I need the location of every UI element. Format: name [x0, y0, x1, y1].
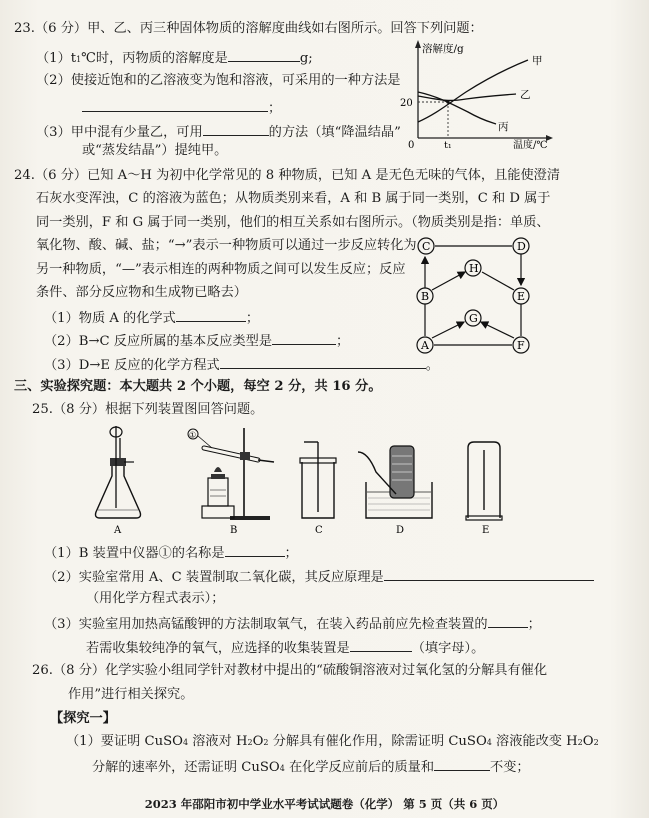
svg-text:B: B — [230, 525, 238, 536]
apparatus-figure — [90, 422, 520, 542]
q24-line4: 氧化物、酸、碱、盐；“→”表示一种物质可以通过一步反应转化为 — [36, 238, 417, 253]
node-a — [417, 337, 433, 353]
q24-part1: （1）物质 A 的化学式 ； — [44, 308, 259, 328]
svg-text:G: G — [469, 312, 478, 325]
series-yi-label: 乙 — [520, 89, 531, 101]
q23-part2-answer: ； — [82, 98, 281, 118]
svg-text:H: H — [469, 262, 479, 275]
q24-part3: （3）D→E 反应的化学方程式 。 — [44, 355, 439, 375]
q24-blank1[interactable] — [176, 308, 246, 322]
page-footer: 2023 年邵阳市初中学业水平考试试题卷（化学） 第 5 页（共 6 页） — [144, 797, 505, 811]
node-c — [418, 238, 434, 254]
svg-text:A: A — [421, 339, 429, 352]
apparatus-e — [466, 442, 502, 536]
series-bing-label: 丙 — [498, 121, 509, 133]
node-e — [513, 288, 529, 304]
svg-text:E: E — [482, 525, 490, 536]
q23-part2: （2）使接近饱和的乙溶液变为饱和溶液，可采用的一种方法是 — [36, 73, 401, 88]
q26-part1-cont: 分解的速率外，还需证明 CuSO4 在化学反应前后的质量和 不变； — [92, 757, 530, 778]
q26-blank1[interactable] — [434, 757, 490, 771]
q25-part3: （3）实验室用加热高锰酸钾的方法制取氧气，在装入药品前应先检查装置的 ； — [44, 614, 541, 634]
svg-text:C: C — [315, 525, 323, 536]
apparatus-d — [358, 446, 432, 536]
q25-part2: （2）实验室常用 A、C 装置制取二氧化碳，其反应原理是 — [44, 567, 594, 587]
intersection-point — [446, 100, 449, 103]
apparatus-c — [300, 442, 336, 536]
q24-blank2[interactable] — [272, 331, 336, 345]
origin-label: 0 — [408, 140, 415, 150]
q24-line5: 另一种物质，“—”表示相连的两种物质之间可以发生反应；反应 — [36, 262, 406, 277]
q24-line1: 24.（6 分）已知 A～H 为初中化学常见的 8 种物质，已知 A 是无色无味的气体，且能使澄清 — [14, 168, 561, 183]
series-yi-line — [418, 94, 516, 100]
q25-blank1[interactable] — [225, 543, 285, 557]
q26-line2: 作用”进行相关探究。 — [68, 687, 194, 702]
q25-blank2[interactable] — [384, 567, 594, 581]
q26-part1: （1）要证明 CuSO4 溶液对 H2O2 分解具有催化作用，除需证明 CuSO4 溶液能改变 H2O2 — [66, 734, 599, 749]
x-axis-label: 温度/℃ — [513, 140, 548, 150]
q25-blank3[interactable] — [488, 614, 528, 628]
q25-heading: 25.（8 分）根据下列装置图回答问题。 — [32, 402, 264, 417]
q24-line6: 条件、部分反应物和生成物已略去） — [36, 285, 247, 300]
node-h — [465, 260, 481, 276]
q25-blank4[interactable] — [350, 638, 412, 652]
node-b — [417, 288, 433, 304]
relation-diagram — [408, 232, 544, 366]
svg-text:D: D — [396, 525, 405, 536]
apparatus-b — [188, 428, 274, 536]
q24-blank3[interactable] — [220, 355, 426, 369]
edge-h-e — [482, 272, 514, 290]
y-tick-20: 20 — [400, 98, 413, 109]
q24-line3: 同一类别，F 和 G 属于同一类别，他们的相互关系如右图所示。（物质类别是指：单质、 — [36, 215, 550, 230]
q25-part3-cont: 若需收集较纯净的氧气，应选择的收集装置是 （填字母）。 — [86, 638, 484, 658]
y-axis-label: 溶解度/g — [422, 43, 464, 55]
edge-a-g — [432, 322, 464, 338]
x-tick-t1: t₁ — [444, 140, 452, 150]
q23-part3-cont: 或“蒸发结晶”）提纯甲。 — [82, 143, 228, 158]
series-jia-line — [418, 60, 528, 122]
edge-f-g — [481, 322, 514, 338]
section3-heading: 三、实验探究题：本大题共 2 个小题，每空 2 分，共 16 分。 — [14, 379, 382, 394]
q23-blank2[interactable] — [82, 98, 268, 112]
svg-text:①: ① — [189, 430, 197, 440]
q25-part2-cont: （用化学方程式表示）； — [86, 591, 225, 606]
q24-line2: 石灰水变浑浊，C 的溶液为蓝色；从物质类别来看，A 和 B 属于同一类别，C 和 D 属于 — [36, 191, 551, 206]
solubility-chart — [396, 38, 556, 154]
node-f — [513, 337, 529, 353]
svg-text:B: B — [421, 290, 430, 303]
node-d — [513, 238, 529, 254]
q25-part1: （1）B 装置中仪器①的名称是 ； — [44, 543, 298, 563]
svg-text:D: D — [517, 240, 526, 253]
q23-part3: （3）甲中混有少量乙，可用 的方法（填“降温结晶” — [36, 122, 401, 142]
svg-text:C: C — [422, 240, 431, 253]
apparatus-a — [96, 426, 141, 536]
svg-text:E: E — [517, 290, 526, 303]
q23-heading: 23.（6 分）甲、乙、丙三种固体物质的溶解度曲线如右图所示。回答下列问题： — [14, 21, 483, 36]
q26-line1: 26.（8 分）化学实验小组同学针对教材中提出的“硫酸铜溶液对过氧化氢的分解具有催化 — [32, 663, 548, 678]
y-axis-arrow — [415, 40, 421, 48]
series-jia-label: 甲 — [532, 55, 543, 67]
q23-blank1[interactable] — [228, 48, 300, 62]
svg-text:A: A — [114, 525, 122, 536]
edge-b-h — [432, 272, 465, 290]
q24-part2: （2）B→C 反应所属的基本反应类型是 ； — [44, 331, 349, 351]
q26-tag: 【探究一】 — [50, 711, 116, 726]
svg-text:F: F — [517, 339, 525, 352]
node-g — [465, 310, 481, 326]
q23-part1: （1）t1℃时，丙物质的溶解度是 g; — [36, 48, 313, 69]
q23-blank3[interactable] — [203, 122, 269, 136]
